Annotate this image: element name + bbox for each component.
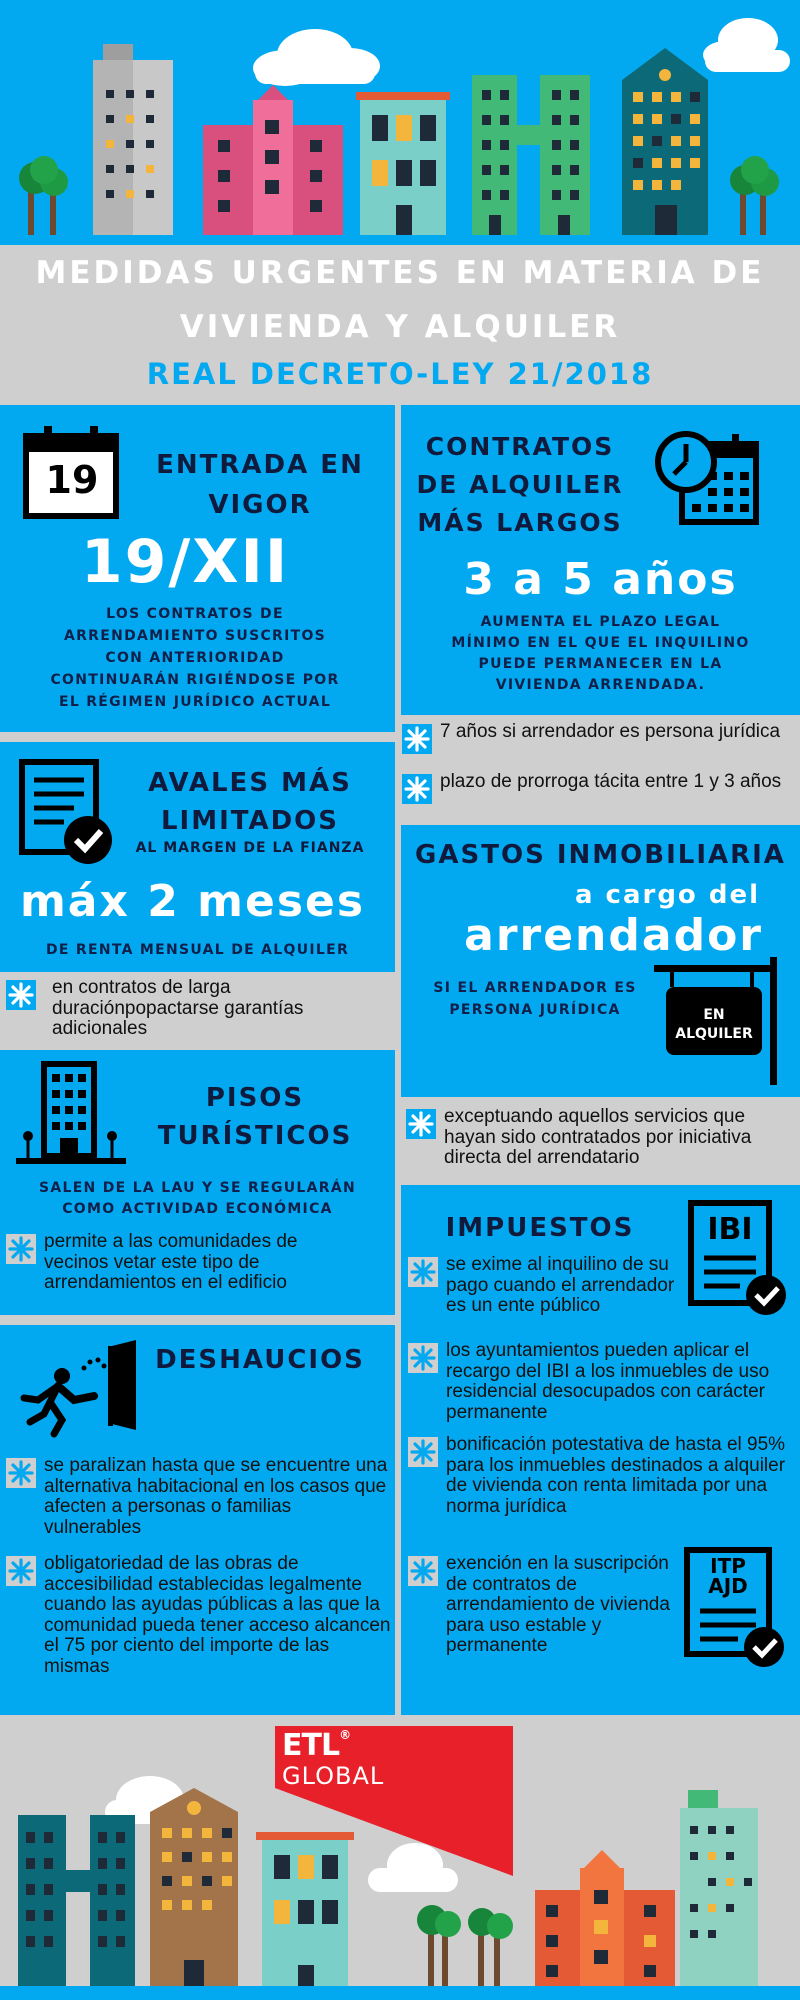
sign-text-line2: ALQUILER <box>675 1026 753 1042</box>
star-bullet-icon <box>6 1234 36 1264</box>
impuestos-bullet-1-text: se exime al inquilino de su pago cuando el arrendador es un ente público <box>446 1254 675 1317</box>
deshaucios-bullet-2-text: obligatoriedad de las obras de accesibilidad establecidas legalmente cuando las ayudas públicas a las que la comunidad pueda tener acceso alcancen el 75 por ciento del importe de las mismas <box>44 1553 391 1677</box>
top-skyline <box>0 0 800 245</box>
gastos-line2: a cargo del <box>574 880 760 910</box>
impuestos-bullet-4 <box>408 1554 678 1657</box>
page-subtitle: REAL DECRETO-LEY 21/2018 <box>146 357 654 391</box>
gastos-title: GASTOS INMOBILIARIA <box>415 840 786 870</box>
avales-title-line1: AVALES MÁS <box>148 768 352 798</box>
star-bullet-icon <box>6 1458 36 1488</box>
calendar-number: 19 <box>45 458 99 502</box>
entrada-desc-line2: ARRENDAMIENTO SUSCRITOS <box>63 628 327 644</box>
pisos-title-line2: TURÍSTICOS <box>157 1121 353 1151</box>
entrada-desc-line5: EL RÉGIMEN JURÍDICO ACTUAL <box>58 694 332 710</box>
contratos-bullet-1 <box>402 722 792 754</box>
contratos-bullet-1-text: 7 años si arrendador es persona jurídica <box>440 721 781 742</box>
ibi-label: IBI <box>707 1212 753 1247</box>
logo-etl: ETL <box>282 1728 340 1763</box>
bottom-skyline <box>0 1760 800 2000</box>
contratos-bullet-2 <box>402 772 792 804</box>
deshaucios-title: DESHAUCIOS <box>155 1345 365 1375</box>
gastos-line3: arrendador <box>464 910 763 961</box>
logo-sub: GLOBAL <box>282 1762 385 1790</box>
avales-big-value: máx 2 meses <box>19 876 366 927</box>
gastos-bullet-text: exceptuando aquellos servicios que hayan sido contratados por iniciativa directa del arrendatario <box>444 1106 752 1169</box>
clock-calendar-icon <box>652 422 762 532</box>
entrada-desc-line4: CONTINUARÁN RIGIÉNDOSE POR <box>50 672 340 688</box>
impuestos-bullet-3 <box>408 1435 796 1517</box>
contratos-desc-line1: AUMENTA EL PLAZO LEGAL <box>480 614 721 630</box>
gastos-bullet <box>406 1107 796 1169</box>
avales-subtitle: AL MARGEN DE LA FIANZA <box>135 840 365 856</box>
impuestos-bullet-2 <box>408 1341 796 1423</box>
itp-label: ITP <box>710 1554 746 1578</box>
sign-text-line1: EN <box>703 1007 725 1023</box>
logo-reg: ® <box>339 1728 351 1742</box>
ajd-label: AJD <box>708 1574 748 1598</box>
star-bullet-icon <box>402 724 432 754</box>
contratos-big-value: 3 a 5 años <box>463 554 738 605</box>
left-separator-2 <box>0 1315 398 1325</box>
contratos-bullet-2-text: plazo de prorroga tácita entre 1 y 3 años <box>440 771 782 792</box>
impuestos-bullet-1 <box>408 1255 683 1317</box>
gastos-desc-line2: PERSONA JURÍDICA <box>449 1002 621 1018</box>
deshaucios-bullet-1-text: se paralizan hasta que se encuentre una alternativa habitacional en los casos que afecten a personas o familias vulnerables <box>44 1455 388 1538</box>
star-bullet-icon <box>408 1437 438 1467</box>
tower-building-icon <box>14 1060 129 1168</box>
tree-icon <box>19 156 68 235</box>
star-bullet-icon <box>408 1343 438 1373</box>
avales-title-line2: LIMITADOS <box>160 806 340 836</box>
entrada-big-value: 19/XII <box>80 527 290 597</box>
impuestos-bullet-3-text: bonificación potestativa de hasta el 95% para los inmuebles destinados a alquiler de vivienda con renta limitada por una norma jurídica <box>446 1434 786 1517</box>
page-title-line2: VIVIENDA Y ALQUILER <box>179 309 621 345</box>
entrada-title-line1: ENTRADA EN <box>156 450 364 480</box>
deshaucios-bullet-2 <box>6 1554 391 1677</box>
star-bullet-icon <box>408 1257 438 1287</box>
cloud-icon <box>253 29 380 86</box>
deshaucios-bullet-1 <box>6 1456 391 1538</box>
impuestos-bullet-2-text: los ayuntamientos pueden aplicar el recargo del IBI a los inmuebles de uso residencial desocupados con carácter permanente <box>446 1340 770 1423</box>
avales-bullet-text: en contratos de larga duraciónpopactarse garantías adicionales <box>52 977 304 1040</box>
star-bullet-icon <box>406 1109 436 1139</box>
contratos-title-line3: MÁS LARGOS <box>417 508 623 537</box>
document-check-icon <box>18 758 118 868</box>
contratos-desc-line3: PUEDE PERMANECER EN LA <box>478 656 723 672</box>
entrada-desc-line1: LOS CONTRATOS DE <box>106 606 284 622</box>
pisos-desc-line1: SALEN DE LA LAU Y SE REGULARÁN <box>38 1180 357 1196</box>
star-bullet-icon <box>402 774 432 804</box>
entrada-title-line2: VIGOR <box>208 490 312 520</box>
pisos-bullet-text: permite a las comunidades de vecinos vetar este tipo de arrendamientos en el edificio <box>44 1231 298 1294</box>
star-bullet-icon <box>6 1556 36 1586</box>
contratos-title-line1: CONTRATOS <box>425 432 615 461</box>
star-bullet-icon <box>408 1556 438 1586</box>
entrada-desc-line3: CON ANTERIORIDAD <box>105 650 285 666</box>
contratos-desc-line2: MÍNIMO EN EL QUE EL INQUILINO <box>451 635 750 651</box>
contratos-title-line2: DE ALQUILER <box>416 470 624 499</box>
avales-bullet <box>6 978 351 1040</box>
avales-desc: DE RENTA MENSUAL DE ALQUILER <box>45 942 350 958</box>
impuestos-title: IMPUESTOS <box>445 1213 635 1243</box>
pisos-desc-line2: COMO ACTIVIDAD ECONÓMICA <box>62 1201 333 1217</box>
pisos-bullet <box>6 1232 351 1294</box>
eviction-icon <box>14 1338 144 1443</box>
pisos-title-line1: PISOS <box>205 1083 305 1113</box>
logo-text <box>282 1728 350 1763</box>
page-title-line1: MEDIDAS URGENTES EN MATERIA DE <box>35 255 765 291</box>
left-separator-1 <box>0 732 398 742</box>
contratos-desc-line4: VIVIENDA ARRENDADA. <box>495 677 706 693</box>
star-bullet-icon <box>6 980 36 1010</box>
gastos-desc-line1: SI EL ARRENDADOR ES <box>433 980 637 996</box>
impuestos-bullet-4-text: exención en la suscripción de contratos de arrendamiento de vivienda para uso estable y permanente <box>446 1553 670 1657</box>
